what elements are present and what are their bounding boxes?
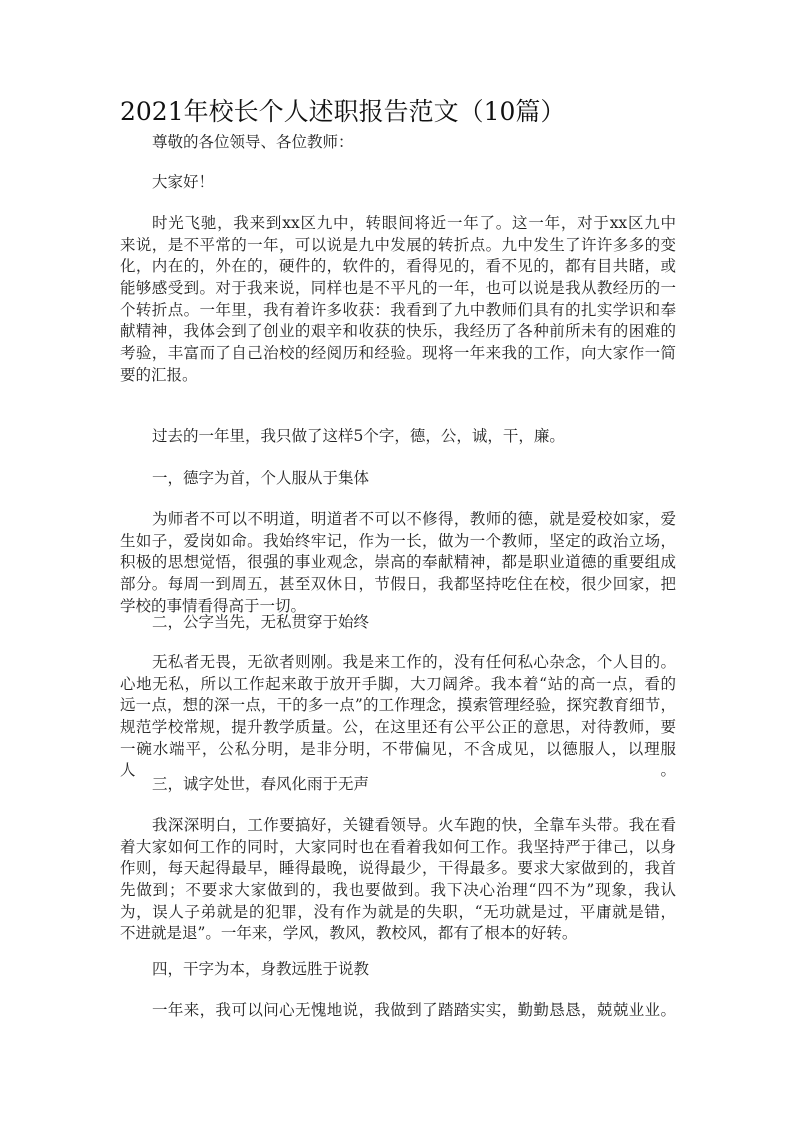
text-line: 远一点，想的深一点，干的多一点”的工作理念，摸索管理经验，探究教育细节， <box>120 696 676 715</box>
text-line: 不进就是退”。一年来，学风，教风，教校风，都有了根本的好转。 <box>120 924 578 943</box>
text-line: 着大家如何工作的同时，大家同时也在看着我如何工作。我坚持严于律己，以身 <box>120 837 676 856</box>
intro-paragraph <box>120 213 676 387</box>
section-heading-1 <box>120 468 676 490</box>
text-line: 我深深明白，工作要搞好，关键看领导。火车跑的快，全靠车头带。我在看 <box>152 816 676 834</box>
text-line: 积极的思想觉悟，很强的事业观念，崇高的奉献精神，都是职业道德的重要组成 <box>120 553 676 572</box>
text-line: 个转折点。一年里，我有着许多收获：我看到了九中教师们具有的扎实学识和奉 <box>120 300 676 319</box>
text-line: 学校的事情看得高于一切。 <box>120 596 307 615</box>
text-line: 为，误人子弟就是的犯罪，没有作为就是的失职，“无功就是过，平庸就是错， <box>120 902 676 921</box>
text-line: 时光飞驰，我来到xx区九中，转眼间将近一年了。这一年，对于xx区九中 <box>152 214 676 232</box>
text-line: 为师者不可以不明道，明道者不可以不修得，教师的德，就是爱校如家，爱 <box>152 510 676 528</box>
text-line: 一碗水端平，公私分明，是非分明，不带偏见，不含成见，以德服人，以理服人。 <box>120 739 676 780</box>
text-line: 尊敬的各位领导、各位教师： <box>152 133 354 151</box>
text-line: 一年来，我可以问心无愧地说，我做到了踏踏实实，勤勤恳恳，兢兢业业。 <box>152 1001 676 1019</box>
summary-paragraph <box>120 426 676 448</box>
text-line: 无私者无畏，无欲者则刚。我是来工作的，没有任何私心杂念，个人目的。 <box>152 653 676 671</box>
section-4-paragraph <box>120 1000 676 1022</box>
salutation <box>120 132 676 154</box>
text-line: 考验，丰富而了自己治校的经阅历和经验。现将一年来我的工作，向大家作一简 <box>120 344 676 363</box>
text-line: 作则，每天起得最早，睡得最晚，说得最少，干得最多。要求大家做到的，我首 <box>120 859 676 878</box>
text-line: 一，德字为首，个人服从于集体 <box>152 469 370 487</box>
section-3-paragraph <box>120 815 676 945</box>
text-line: 化，内在的，外在的，硬件的，软件的，看得见的，看不见的，都有目共睹，或 <box>120 257 676 276</box>
document-title: 2021年校长个人述职报告范文（10篇） <box>120 97 566 126</box>
text-line: 能够感受到。对于我来说，同样也是不平凡的一年，也可以说是我从教经历的一 <box>120 279 676 298</box>
text-line: 献精神，我体会到了创业的艰辛和收获的快乐，我经历了各种前所未有的困难的 <box>120 322 676 341</box>
text-line: 过去的一年里，我只做了这样5个字，德，公，诚，干，廉。 <box>152 427 565 445</box>
section-1-paragraph <box>120 509 676 617</box>
text-line: 先做到；不要求大家做到的，我也要做到。我下决心治理“四不为”现象，我认 <box>120 881 676 900</box>
section-heading-3 <box>120 774 676 796</box>
section-heading-2 <box>120 612 676 634</box>
text-line: 要的汇报。 <box>120 365 198 384</box>
text-line: 生如子，爱岗如命。我始终牢记，作为一长，做为一个教师，坚定的政治立场， <box>120 531 676 550</box>
greeting <box>120 172 676 194</box>
text-line: 三，诚字处世，春风化雨于无声 <box>152 775 370 793</box>
section-2-paragraph <box>120 652 676 780</box>
text-line: 大家好！ <box>152 173 215 191</box>
text-line: 规范学校常规，提升教学质量。公，在这里还有公平公正的意思，对待教师，要 <box>120 718 676 737</box>
text-line: 四，干字为本，身教远胜于说教 <box>152 960 370 978</box>
text-line: 二，公字当先，无私贯穿于始终 <box>152 613 370 631</box>
text-line: 部分。每周一到周五，甚至双休日，节假日，我都坚持吃住在校，很少回家，把 <box>120 575 676 594</box>
text-line: 心地无私，所以工作起来敢于放开手脚，大刀阔斧。我本着“站的高一点，看的 <box>120 674 676 693</box>
text-line: 来说，是不平常的一年，可以说是九中发展的转折点。九中发生了许许多多的变 <box>120 235 676 254</box>
section-heading-4 <box>120 959 676 981</box>
